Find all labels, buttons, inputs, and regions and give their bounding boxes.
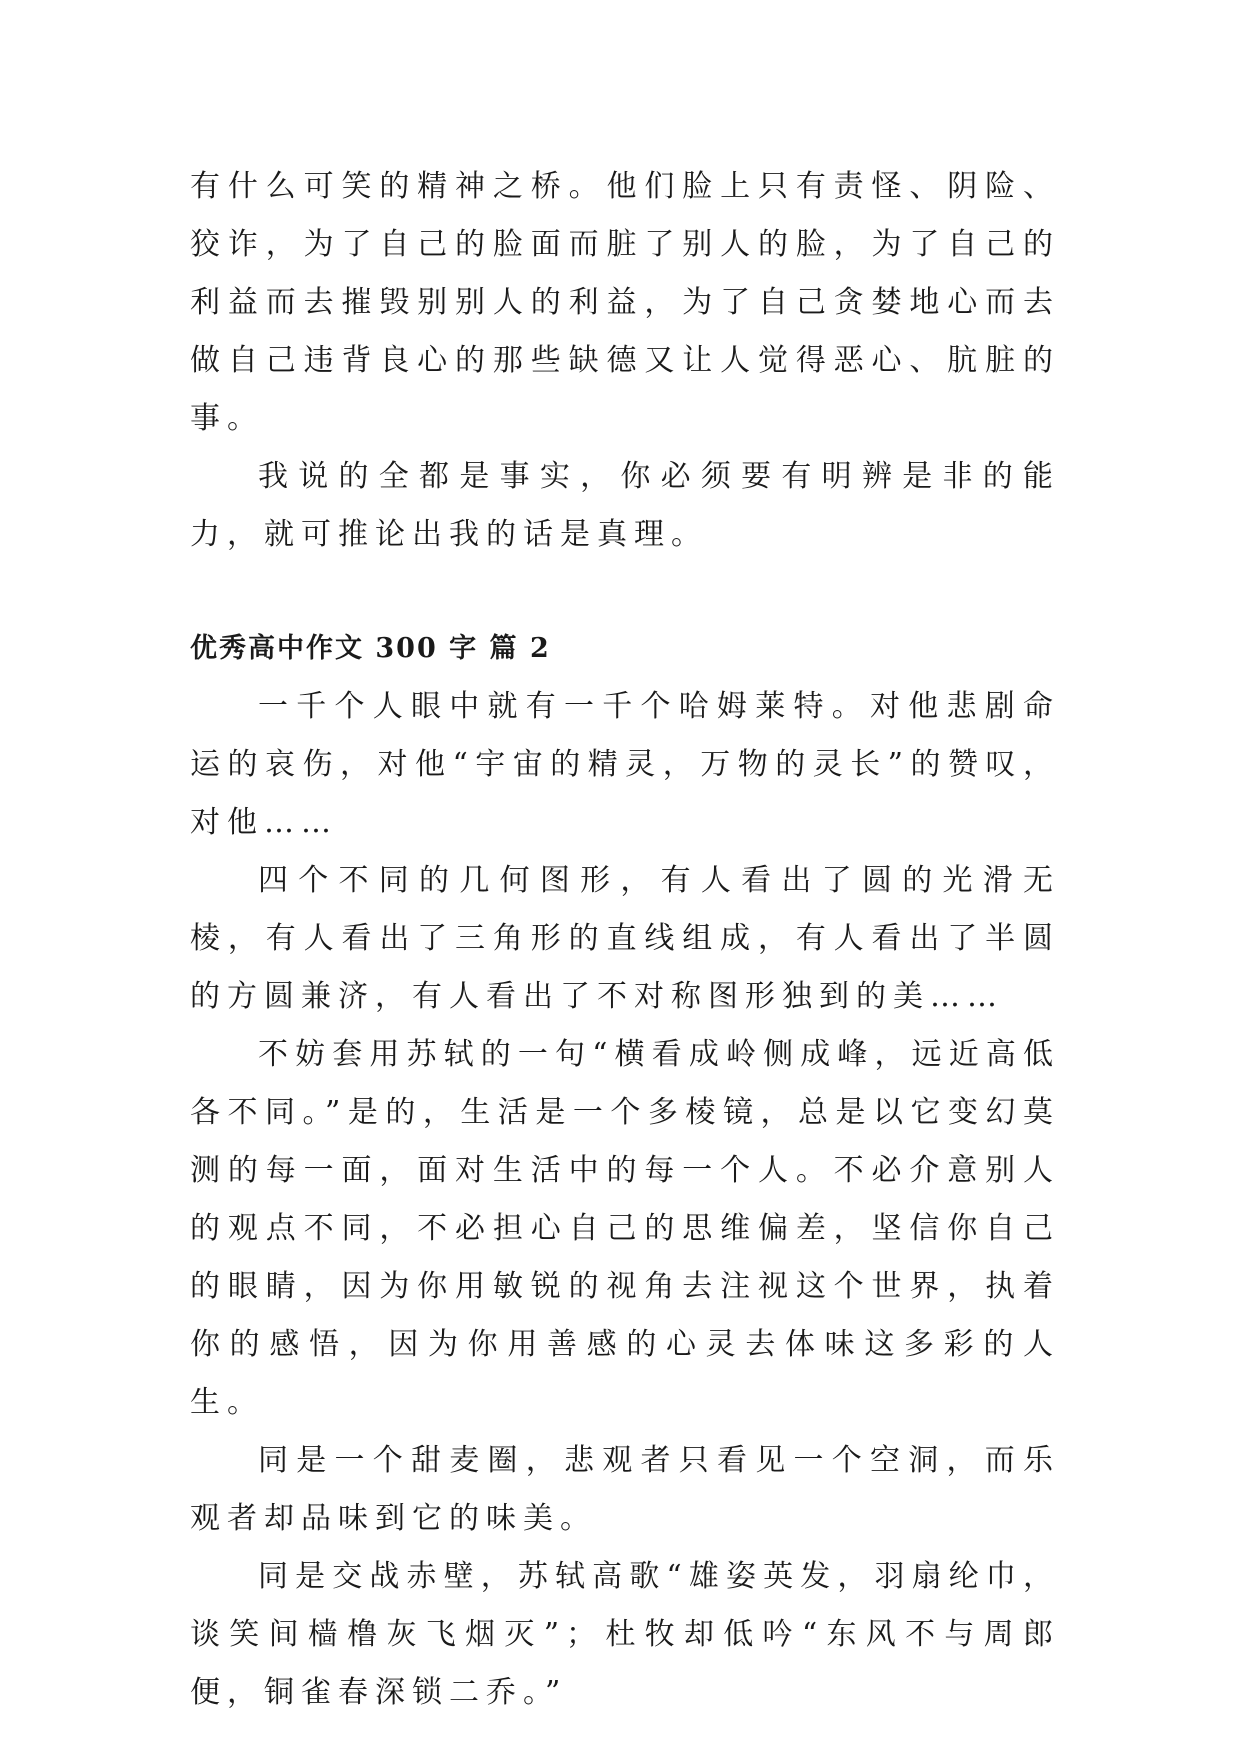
section-title: 优秀高中作文 300 字 篇 2 bbox=[190, 633, 551, 664]
paragraph: 四个不同的几何图形，有人看出了圆的光滑无棱，有人看出了三角形的直线组成，有人看出了半圆的方圆兼济，有人看出了不对称图形独到的美…… bbox=[190, 863, 1060, 1014]
paragraph-continued: 有什么可笑的精神之桥。他们脸上只有责怪、阴险、狡诈，为了自己的脸面而脏了别人的脸，为了自己的利益而去摧毁别别人的利益，为了自己贪婪地心而去做自己违背良心的那些缺德又让人觉得恶心、肮脏的事。 bbox=[190, 169, 1060, 436]
paragraph: 不妨套用苏轼的一句“横看成岭侧成峰，远近高低各不同。”是的，生活是一个多棱镜，总是以它变幻莫测的每一面，面对生活中的每一个人。不必介意别人的观点不同，不必担心自己的思维偏差，坚信你自己的眼睛，因为你用敏锐的视角去注视这个世界，执着你的感悟，因为你用善感的心灵去体味这多彩的人生。 bbox=[190, 1037, 1060, 1420]
paragraph: 我说的全都是事实，你必须要有明辨是非的能力，就可推论出我的话是真理。 bbox=[190, 459, 1060, 552]
document-page bbox=[190, 158, 1060, 1722]
paragraph: 同是交战赤壁，苏轼高歌“雄姿英发，羽扇纶巾，谈笑间樯橹灰飞烟灭”；杜牧却低吟“东风不与周郎便，铜雀春深锁二乔。” bbox=[190, 1559, 1060, 1710]
paragraph: 一千个人眼中就有一千个哈姆莱特。对他悲剧命运的哀伤，对他“宇宙的精灵，万物的灵长”的赞叹，对他…… bbox=[190, 689, 1060, 840]
paragraph: 同是一个甜麦圈，悲观者只看见一个空洞，而乐观者却品味到它的味美。 bbox=[190, 1443, 1060, 1536]
